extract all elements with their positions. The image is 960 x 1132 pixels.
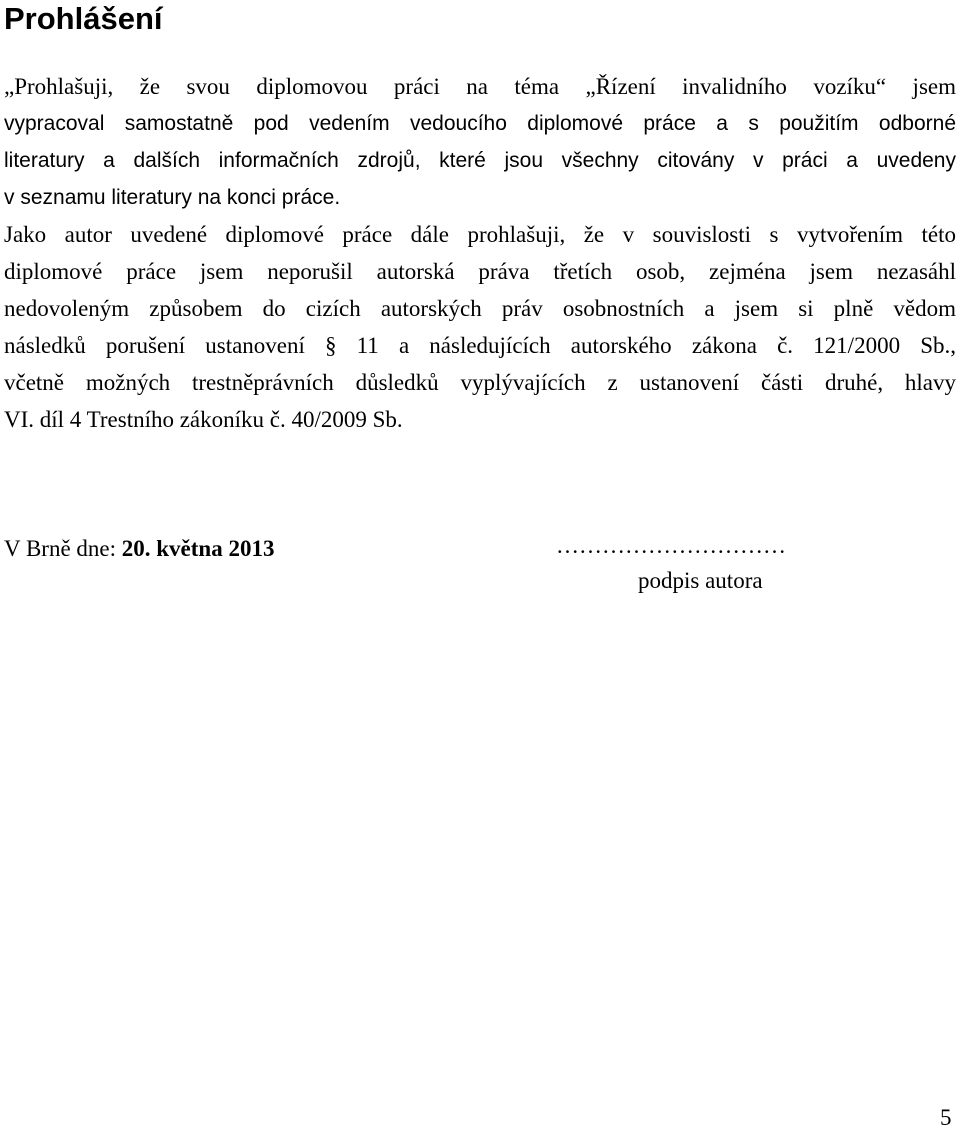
paragraph-line: Jako autor uvedené diplomové práce dále prohlašuji, že v souvislosti s vytvořením této: [4, 222, 956, 247]
signature-label: podpis autora: [638, 568, 763, 593]
place-label: V Brně dne:: [4, 536, 122, 561]
declaration-paragraph-1: [4, 68, 956, 216]
page-title: Prohlášení: [4, 1, 163, 36]
paragraph-line: VI. díl 4 Trestního zákoníku č. 40/2009 Sb.: [4, 407, 403, 432]
declaration-paragraph-2: [4, 216, 956, 438]
paragraph-line: literatury a dalších informačních zdrojů, které jsou všechny citovány v práci a uvedeny: [4, 149, 956, 172]
signature-line: …………………………: [556, 533, 786, 558]
page-number: 5: [940, 1105, 952, 1130]
paragraph-line: nedovoleným způsobem do cizích autorských práv osobnostních a jsem si plně vědom: [4, 296, 956, 321]
paragraph-line: v seznamu literatury na konci práce.: [4, 186, 341, 209]
paragraph-line: včetně možných trestněprávních důsledků vyplývajících z ustanovení části druhé, hlavy: [4, 370, 956, 395]
paragraph-line: „Prohlašuji, že svou diplomovou práci na téma „Řízení invalidního vozíku“ jsem: [4, 74, 956, 99]
paragraph-line: vypracoval samostatně pod vedením vedoucího diplomové práce a s použitím odborné: [4, 112, 956, 135]
paragraph-line: diplomové práce jsem neporušil autorská práva třetích osob, zejména jsem nezasáhl: [4, 259, 956, 284]
signature-place-date: [4, 530, 274, 567]
signature-date: 20. května 2013: [121, 536, 275, 561]
paragraph-line: následků porušení ustanovení § 11 a následujících autorského zákona č. 121/2000 Sb.,: [4, 333, 956, 358]
